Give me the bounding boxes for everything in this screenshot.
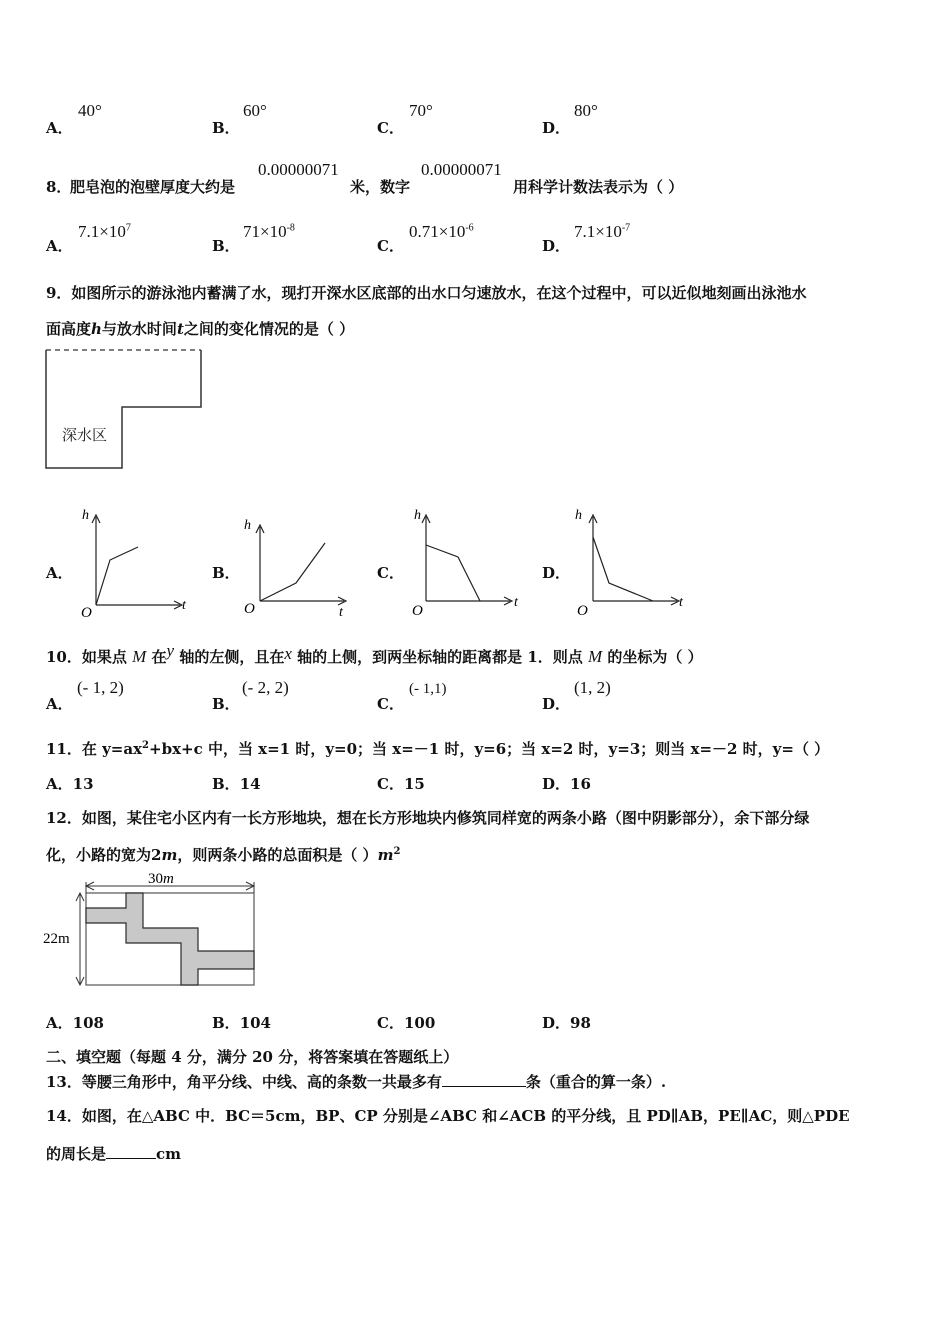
q12-line-1: 12．如图，某住宅小区内有一长方形地块，想在长方形地块内修筑同样宽的两条小路（图中阴影部分），余下部分绿 bbox=[46, 809, 810, 827]
q8-text-2: 米，数字 bbox=[350, 178, 411, 196]
graph-b-line bbox=[260, 543, 325, 601]
q9-option-d-label: D． bbox=[542, 564, 571, 582]
q14-line-1: 14．如图，在△ABC 中．BC＝5cm，BP、CP 分别是∠ABC 和∠ACB 的平分线，且 PD∥AB，PE∥AC，则△PDE bbox=[46, 1107, 850, 1125]
q10-option-d-label: D． bbox=[542, 695, 571, 713]
graph-d bbox=[575, 505, 695, 620]
q7-option-d-label: D． bbox=[542, 119, 571, 137]
question-13: 13．等腰三角形中，角平分线、中线、高的条数一共最多有 条（重合的算一条）. bbox=[46, 1073, 667, 1091]
q10-option-c-label: C． bbox=[377, 695, 404, 713]
q7-option-b-label: B． bbox=[212, 119, 240, 137]
q12-option-a: A．108 bbox=[46, 1014, 104, 1032]
q7-option-a-value: 40° bbox=[78, 101, 102, 120]
graph-a-line bbox=[96, 547, 138, 605]
q9-line-2: 面高度h与放水时间t之间的变化情况的是（ ） bbox=[46, 320, 355, 338]
q10-stem: 10．如果点 M 在y 轴的左侧，且在x 轴的上侧，到两坐标轴的距离都是 1．则点 M 的坐标为（ ） bbox=[46, 641, 703, 666]
graph-a bbox=[78, 505, 198, 620]
q11-option-c: C．15 bbox=[377, 775, 425, 793]
q12-option-d: D．98 bbox=[542, 1014, 591, 1032]
q14-answer-blank[interactable] bbox=[106, 1144, 156, 1159]
graph-a-o: O bbox=[81, 605, 92, 620]
q10-option-b-value: (- 2, 2) bbox=[242, 678, 289, 697]
q8-option-c-label: C． bbox=[377, 237, 404, 255]
q10-option-a-label: A． bbox=[46, 695, 73, 713]
graph-b bbox=[242, 515, 362, 625]
graph-a-t: t bbox=[182, 598, 186, 613]
q8-number: 8． bbox=[46, 178, 72, 196]
graph-b-t: t bbox=[339, 605, 343, 620]
q8-option-d-label: D． bbox=[542, 237, 571, 255]
pool-figure bbox=[40, 345, 210, 475]
q11-option-b: B．14 bbox=[212, 775, 261, 793]
section-2-title: 二、填空题（每题 4 分，满分 20 分，将答案填在答题纸上） bbox=[46, 1048, 459, 1066]
q9-option-c-label: C． bbox=[377, 564, 404, 582]
q13-answer-blank[interactable] bbox=[442, 1072, 526, 1087]
q7-option-c-label: C． bbox=[377, 119, 404, 137]
q9-option-b-label: B． bbox=[212, 564, 240, 582]
graph-a-h: h bbox=[82, 508, 89, 523]
q10-option-b-label: B． bbox=[212, 695, 240, 713]
q12-option-b: B．104 bbox=[212, 1014, 271, 1032]
q8-value-2: 0.00000071 bbox=[421, 160, 502, 179]
graph-c-h: h bbox=[414, 508, 421, 523]
q10-option-a-value: (- 1, 2) bbox=[77, 678, 124, 697]
q7-option-d-value: 80° bbox=[574, 101, 598, 120]
q8-option-b-label: B． bbox=[212, 237, 240, 255]
q11-option-a: A．13 bbox=[46, 775, 94, 793]
graph-b-o: O bbox=[244, 601, 255, 617]
graph-c-o: O bbox=[412, 603, 423, 619]
q8-text-1: 肥皂泡的泡壁厚度大约是 bbox=[70, 178, 236, 196]
q9-line-1: 9．如图所示的游泳池内蓄满了水，现打开深水区底部的出水口匀速放水，在这个过程中，可以近似地刻画出泳池水 bbox=[46, 284, 807, 302]
q8-option-c-value: $0.71\times 10^{-6}$ bbox=[409, 222, 474, 241]
q7-option-a-label: A． bbox=[46, 119, 73, 137]
graph-d-o: O bbox=[577, 603, 588, 619]
q10-option-d-value: (1, 2) bbox=[574, 678, 611, 697]
q9-option-a-label: A． bbox=[46, 564, 73, 582]
graph-b-h: h bbox=[244, 518, 251, 533]
graph-c-t: t bbox=[514, 595, 518, 610]
q8-text-3: 用科学计数法表示为（ ） bbox=[513, 178, 684, 196]
graph-d-h: h bbox=[575, 508, 582, 523]
q8-value-1: 0.00000071 bbox=[258, 160, 339, 179]
q12-line-2: 化，小路的宽为2m，则两条小路的总面积是（ ）$m^2$ bbox=[46, 846, 401, 864]
q14-line-2: 的周长是 cm bbox=[46, 1145, 182, 1163]
q11-stem: 11．在 $y=ax^2+bx+c$ 中，当 x=1 时，y=0；当 x=－1 时，y=6；当 x=2 时，y=3；则当 x=－2 时，y=（ ） bbox=[46, 740, 830, 758]
q8-option-b-value: $71\times 10^{-8}$ bbox=[243, 222, 295, 241]
path-figure bbox=[40, 868, 265, 993]
q11-option-d: D．16 bbox=[542, 775, 591, 793]
graph-d-line bbox=[593, 537, 653, 601]
width-label: 30m bbox=[148, 871, 174, 887]
graph-d-t: t bbox=[679, 595, 683, 610]
q8-option-d-value: $7.1\times 10^{-7}$ bbox=[574, 222, 631, 241]
q7-option-b-value: 60° bbox=[243, 101, 267, 120]
graph-c bbox=[408, 505, 528, 620]
q10-option-c-value: (- 1,1) bbox=[409, 681, 447, 697]
height-label: 22m bbox=[43, 931, 70, 947]
q12-option-c: C．100 bbox=[377, 1014, 436, 1032]
graph-c-line bbox=[426, 545, 480, 601]
q8-option-a-value: $7.1\times 10^7$ bbox=[78, 222, 131, 241]
pool-deep-area-label: 深水区 bbox=[62, 428, 108, 444]
q8-option-a-label: A． bbox=[46, 237, 73, 255]
q7-option-c-value: 70° bbox=[409, 101, 433, 120]
